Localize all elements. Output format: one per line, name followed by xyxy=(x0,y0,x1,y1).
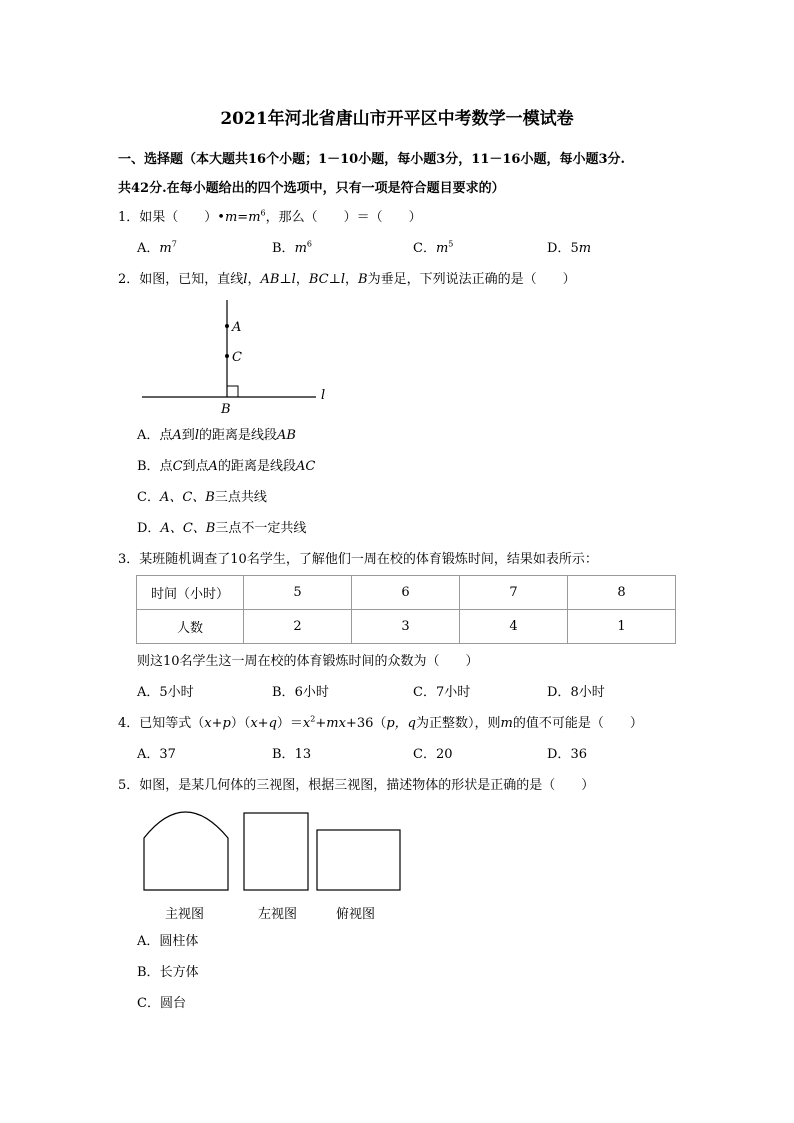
point-c-label: C xyxy=(232,350,242,365)
caption-top-view: 俯视图 xyxy=(336,907,376,922)
question-2-option-d[interactable]: D．A、C、B三点不一定共线 xyxy=(137,521,307,536)
question-4-option-d[interactable]: D．36 xyxy=(547,747,587,762)
question-1-option-c[interactable]: C．$m^5$ xyxy=(413,239,454,256)
front-view-shape xyxy=(144,812,228,890)
point-a-dot xyxy=(225,324,229,328)
question-5-option-a[interactable]: A．圆柱体 xyxy=(137,934,199,949)
table-cell: 人数 xyxy=(137,610,244,644)
top-view-shape xyxy=(317,830,400,890)
question-3-option-c[interactable]: C．7小时 xyxy=(413,685,471,700)
question-3-option-a[interactable]: A．5小时 xyxy=(137,685,194,700)
question-5-stem: 5．如图，是某几何体的三视图，根据三视图，描述物体的形状是正确的是（ ） xyxy=(118,778,595,793)
point-b-label: B xyxy=(221,402,231,417)
page-title: 2021年河北省唐山市开平区中考数学一模试卷 xyxy=(220,109,574,129)
question-3-table xyxy=(136,575,676,644)
question-2-option-c[interactable]: C．A、C、B三点共线 xyxy=(137,490,267,505)
question-3-stem: 3．某班随机调查了10名学生，了解他们一周在校的体育锻炼时间，结果如表所示： xyxy=(118,552,598,567)
question-4-option-b[interactable]: B．13 xyxy=(272,747,312,762)
question-4-option-c[interactable]: C．20 xyxy=(413,747,453,762)
question-3-option-d[interactable]: D．8小时 xyxy=(547,685,605,700)
question-1-option-a[interactable]: A．$m^7$ xyxy=(137,239,177,256)
line-l-label: l xyxy=(321,388,326,403)
table-cell: 4 xyxy=(460,610,568,644)
question-5-option-b[interactable]: B．长方体 xyxy=(137,965,199,980)
question-3-option-b[interactable]: B．6小时 xyxy=(272,685,329,700)
caption-side-view: 左视图 xyxy=(258,907,298,922)
question-5-three-views xyxy=(130,800,420,900)
right-angle-mark xyxy=(227,386,238,397)
table-cell: 时间（小时） xyxy=(137,576,244,610)
side-view-shape xyxy=(244,813,308,890)
question-1-option-d[interactable]: D．5m xyxy=(547,241,592,256)
section-heading-line2: 共42分.在每小题给出的四个选项中，只有一项是符合题目要求的） xyxy=(118,181,505,196)
question-5-option-c[interactable]: C．圆台 xyxy=(137,996,186,1011)
question-4-stem: 4．已知等式$(x+p)(x+q)=x^2+mx+36(p$，q为正整数），则m的值不可能是（ ） xyxy=(118,714,643,731)
table-cell: 2 xyxy=(244,610,352,644)
question-2-stem: 2．如图，已知，直线l，AB⊥l，BC⊥l，B为垂足，下列说法正确的是（ ） xyxy=(118,272,576,287)
table-row xyxy=(137,610,676,644)
point-a-label: A xyxy=(232,320,242,335)
table-row xyxy=(137,576,676,610)
question-1-stem: 1．如果（ ）$•m=m^6$，那么（ ）＝（ ） xyxy=(118,208,422,225)
table-cell: 3 xyxy=(352,610,460,644)
table-cell: 8 xyxy=(568,576,676,610)
table-cell: 5 xyxy=(244,576,352,610)
point-c-dot xyxy=(225,354,229,358)
question-2-figure xyxy=(0,0,794,430)
table-cell: 7 xyxy=(460,576,568,610)
table-cell: 1 xyxy=(568,610,676,644)
question-4-option-a[interactable]: A．37 xyxy=(137,747,176,762)
section-heading-line1: 一、选择题（本大题共16个小题；1－10小题，每小题3分，11－16小题，每小题3分. xyxy=(118,152,626,167)
question-2-option-b[interactable]: B．点C到点A的距离是线段AC xyxy=(137,459,316,474)
caption-front-view: 主视图 xyxy=(165,907,205,922)
question-1-option-b[interactable]: B．$m^6$ xyxy=(272,239,312,256)
table-cell: 6 xyxy=(352,576,460,610)
question-3-followup: 则这10名学生这一周在校的体育锻炼时间的众数为（ ） xyxy=(137,654,479,669)
question-2-option-a[interactable]: A．点A到l的距离是线段AB xyxy=(137,428,296,443)
